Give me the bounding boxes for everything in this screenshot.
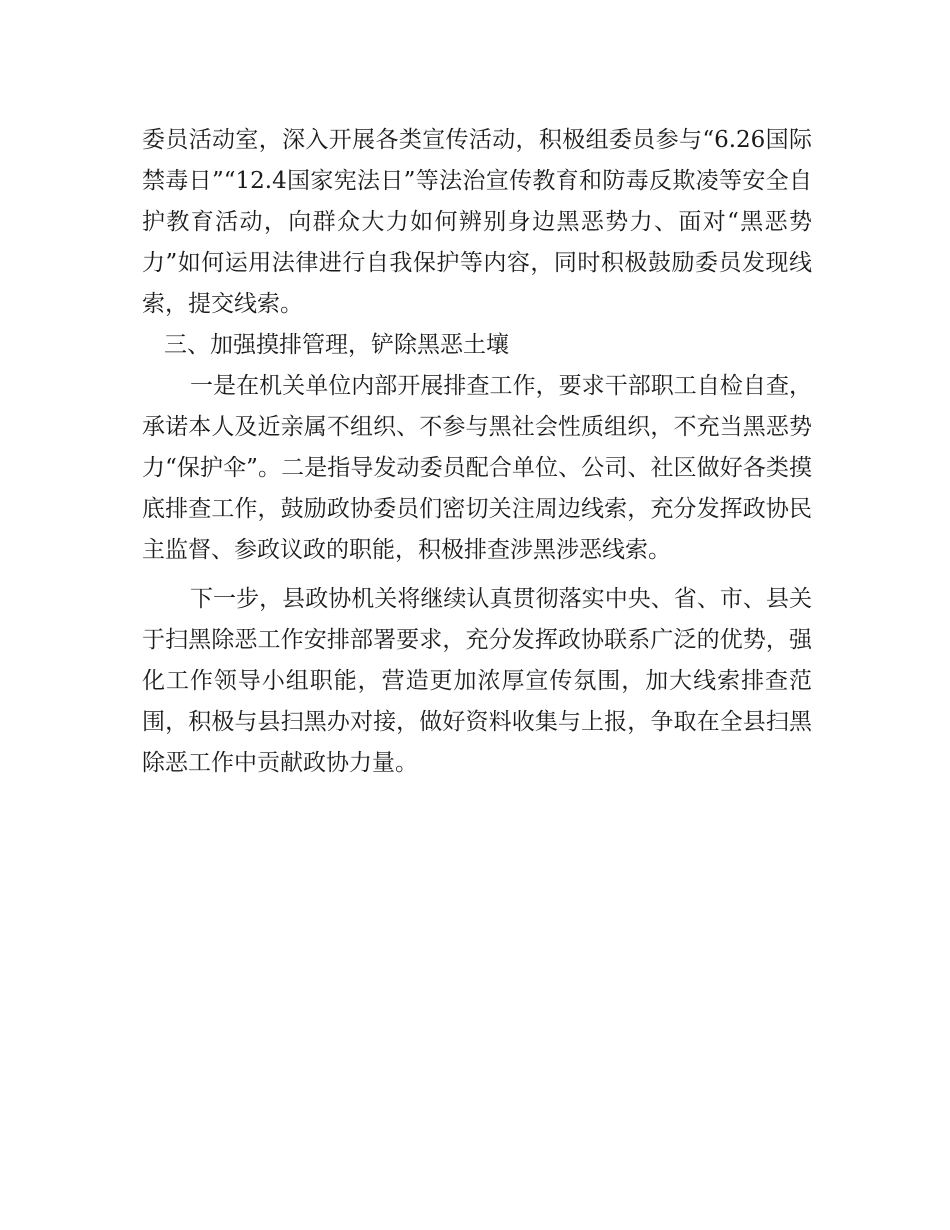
paragraph-next-steps: 下一步，县政协机关将继续认真贯彻落实中央、省、市、县关于扫黑除恶工作安排部署要求，充分发挥政协联系广泛的优势，强化工作领导小组职能，营造更加浓厚宣传氛围，加大线索排查范围，积极与县扫黑办对接，做好资料收集与上报，争取在全县扫黑除恶工作中贡献政协力量。 xyxy=(142,586,812,776)
section-heading-3: 三、加强摸排管理，铲除黑恶土壤 xyxy=(164,332,509,358)
paragraph-investigation: 一是在机关单位内部开展排查工作，要求干部职工自检自查，承诺本人及近亲属不组织、不参与黑社会性质组织，不充当黑恶势力“保护伞”。二是指导发动委员配合单位、公司、社区做好各类摸底排查工作，鼓励政协委员们密切关注周边线索，充分发挥政协民主监督、参政议政的职能，积极排查涉黑涉恶线索。 xyxy=(142,373,812,563)
paragraph-continued: 委员活动室，深入开展各类宣传活动，积极组委员参与“6.26国际禁毒日”“12.4国家宪法日”等法治宣传教育和防毒反欺凌等安全自护教育活动，向群众大力如何辨别身边黑恶势力、面对“黑恶势力”如何运用法律进行自我保护等内容，同时积极鼓励委员发现线索，提交线索。 xyxy=(142,127,812,317)
document-body xyxy=(142,120,812,784)
